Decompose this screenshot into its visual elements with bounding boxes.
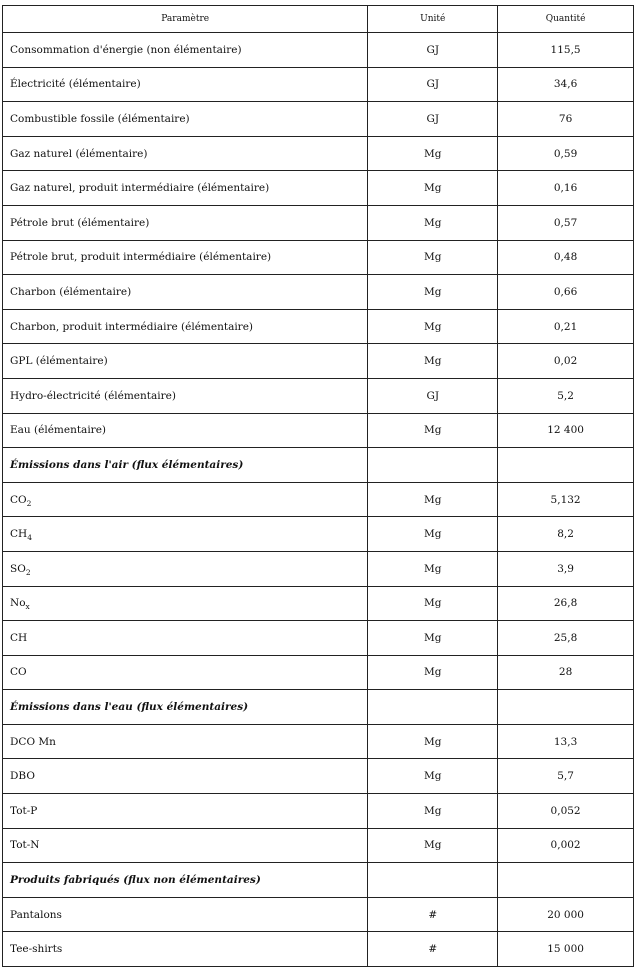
quantity-cell: 115,5: [498, 33, 634, 68]
param-label: CH: [10, 528, 28, 541]
quantity-cell: 28: [498, 655, 634, 690]
quantity-cell: 20 000: [498, 897, 634, 932]
table-row: [3, 828, 634, 863]
param-cell: [3, 621, 368, 656]
table-row: [3, 586, 634, 621]
param-label: Pétrole brut, produit intermédiaire (élémentaire): [10, 251, 272, 264]
unit-cell: Mg: [368, 759, 498, 794]
param-label: Gaz naturel (élémentaire): [10, 147, 148, 160]
param-label: Tot-P: [10, 804, 38, 817]
unit-cell: Mg: [368, 794, 498, 829]
param-cell: [3, 828, 368, 863]
param-cell: [3, 655, 368, 690]
param-cell: [3, 240, 368, 275]
empty-cell: [498, 690, 634, 725]
section-row: [3, 690, 634, 725]
quantity-cell: 0,59: [498, 136, 634, 171]
table-header-row: [3, 6, 634, 33]
unit-cell: Mg: [368, 136, 498, 171]
param-label: Électricité (élémentaire): [10, 78, 141, 91]
param-label: SO: [10, 562, 26, 575]
quantity-cell: 0,02: [498, 344, 634, 379]
param-label: Tot-N: [10, 839, 40, 852]
table-row: [3, 344, 634, 379]
param-cell: [3, 759, 368, 794]
quantity-cell: 34,6: [498, 67, 634, 102]
param-subscript: 2: [26, 498, 32, 508]
param-label: GPL (élémentaire): [10, 355, 108, 368]
param-subscript: 4: [27, 533, 32, 543]
param-label: No: [10, 597, 26, 610]
table-row: [3, 205, 634, 240]
unit-cell: Mg: [368, 551, 498, 586]
param-cell: [3, 897, 368, 932]
quantity-cell: 3,9: [498, 551, 634, 586]
unit-cell: GJ: [368, 67, 498, 102]
unit-cell: Mg: [368, 309, 498, 344]
param-cell: [3, 724, 368, 759]
quantity-cell: 0,16: [498, 171, 634, 206]
table-row: [3, 413, 634, 448]
param-label: Pantalons: [10, 908, 62, 921]
param-label: Eau (élémentaire): [10, 424, 107, 437]
quantity-cell: 5,7: [498, 759, 634, 794]
param-cell: [3, 33, 368, 68]
table-row: [3, 378, 634, 413]
unit-cell: GJ: [368, 102, 498, 137]
param-cell: [3, 794, 368, 829]
quantity-cell: 12 400: [498, 413, 634, 448]
unit-cell: GJ: [368, 33, 498, 68]
table-row: [3, 517, 634, 552]
table-row: [3, 171, 634, 206]
unit-cell: #: [368, 897, 498, 932]
empty-cell: [498, 863, 634, 898]
section-title: Produits fabriqués (flux non élémentaires): [3, 863, 368, 898]
param-cell: [3, 586, 368, 621]
table-row: [3, 482, 634, 517]
empty-cell: [498, 448, 634, 483]
quantity-cell: 5,2: [498, 378, 634, 413]
quantity-cell: 25,8: [498, 621, 634, 656]
quantity-cell: 26,8: [498, 586, 634, 621]
unit-cell: GJ: [368, 378, 498, 413]
unit-cell: Mg: [368, 828, 498, 863]
quantity-cell: 0,002: [498, 828, 634, 863]
table-row: [3, 33, 634, 68]
quantity-cell: 0,66: [498, 275, 634, 310]
param-cell: [3, 275, 368, 310]
section-row: [3, 448, 634, 483]
empty-cell: [368, 863, 498, 898]
empty-cell: [368, 448, 498, 483]
unit-cell: Mg: [368, 586, 498, 621]
section-row: [3, 863, 634, 898]
quantity-cell: 15 000: [498, 932, 634, 967]
table-row: [3, 275, 634, 310]
quantity-cell: 13,3: [498, 724, 634, 759]
quantity-cell: 0,21: [498, 309, 634, 344]
param-label: Charbon (élémentaire): [10, 285, 132, 298]
param-label: Pétrole brut (élémentaire): [10, 216, 150, 229]
param-label: Hydro-électricité (élémentaire): [10, 389, 176, 402]
param-cell: [3, 309, 368, 344]
param-label: Charbon, produit intermédiaire (élémentaire): [10, 320, 254, 333]
table-row: [3, 102, 634, 137]
param-cell: [3, 205, 368, 240]
param-cell: [3, 378, 368, 413]
param-label: Combustible fossile (élémentaire): [10, 112, 190, 125]
table-row: [3, 759, 634, 794]
param-label: DCO Mn: [10, 735, 56, 748]
param-label: CO: [10, 493, 27, 506]
table-body: [3, 33, 634, 967]
param-cell: [3, 413, 368, 448]
unit-cell: Mg: [368, 344, 498, 379]
param-cell: [3, 517, 368, 552]
header-parametre: Paramètre: [3, 6, 368, 33]
unit-cell: Mg: [368, 240, 498, 275]
param-subscript: 2: [25, 567, 31, 577]
unit-cell: Mg: [368, 171, 498, 206]
unit-cell: Mg: [368, 621, 498, 656]
unit-cell: Mg: [368, 482, 498, 517]
unit-cell: Mg: [368, 413, 498, 448]
param-cell: [3, 136, 368, 171]
quantity-cell: 0,052: [498, 794, 634, 829]
quantity-cell: 5,132: [498, 482, 634, 517]
param-subscript: x: [25, 602, 30, 612]
unit-cell: Mg: [368, 275, 498, 310]
empty-cell: [368, 690, 498, 725]
table-row: [3, 240, 634, 275]
header-quantite: Quantité: [498, 6, 634, 33]
param-label: CH: [10, 631, 28, 644]
quantity-cell: 76: [498, 102, 634, 137]
table-row: [3, 67, 634, 102]
table-row: [3, 794, 634, 829]
header-unite: Unité: [368, 6, 498, 33]
table-row: [3, 655, 634, 690]
section-title: Émissions dans l'air (flux élémentaires): [3, 448, 368, 483]
table-row: [3, 136, 634, 171]
quantity-cell: 0,57: [498, 205, 634, 240]
param-cell: [3, 932, 368, 967]
table-row: [3, 932, 634, 967]
param-cell: [3, 67, 368, 102]
unit-cell: Mg: [368, 724, 498, 759]
param-label: CO: [10, 666, 27, 679]
parameter-table: [2, 5, 634, 967]
param-cell: [3, 171, 368, 206]
param-cell: [3, 551, 368, 586]
table-row: [3, 551, 634, 586]
param-cell: [3, 482, 368, 517]
unit-cell: #: [368, 932, 498, 967]
table-row: [3, 724, 634, 759]
unit-cell: Mg: [368, 655, 498, 690]
quantity-cell: 8,2: [498, 517, 634, 552]
param-cell: [3, 344, 368, 379]
table-row: [3, 897, 634, 932]
param-cell: [3, 102, 368, 137]
table-row: [3, 621, 634, 656]
section-title: Émissions dans l'eau (flux élémentaires): [3, 690, 368, 725]
param-label: Gaz naturel, produit intermédiaire (élémentaire): [10, 182, 270, 195]
param-label: Tee-shirts: [10, 943, 63, 956]
param-label: Consommation d'énergie (non élémentaire): [10, 43, 242, 56]
unit-cell: Mg: [368, 517, 498, 552]
quantity-cell: 0,48: [498, 240, 634, 275]
param-label: DBO: [10, 770, 35, 783]
unit-cell: Mg: [368, 205, 498, 240]
table-row: [3, 309, 634, 344]
